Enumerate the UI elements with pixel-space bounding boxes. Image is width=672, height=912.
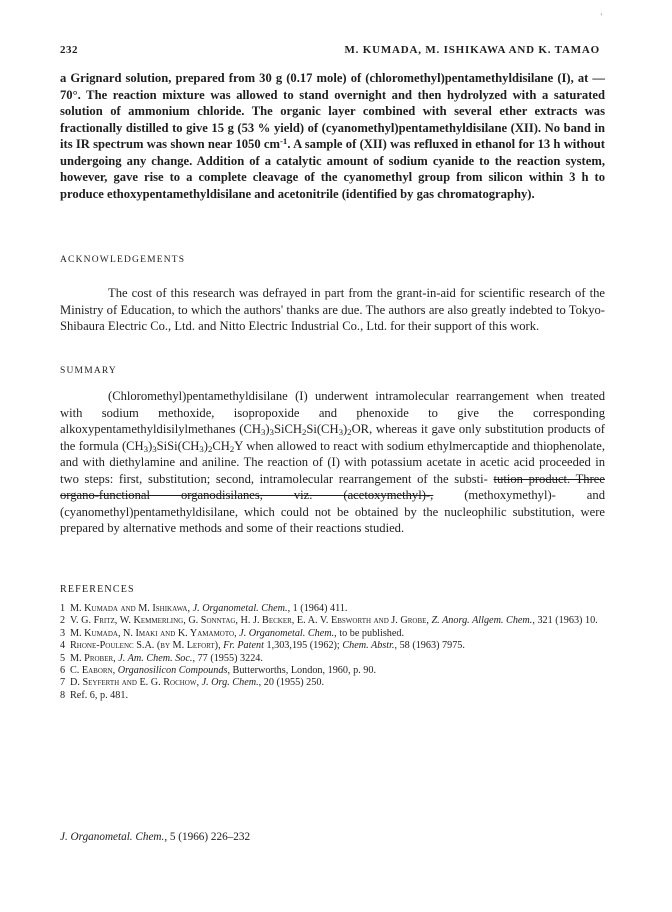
intro-paragraph: a Grignard solution, prepared from 30 g (0.17 mole) of (chloromethyl)pentamethyldisilane (I), at —70°. The reaction mixture was allowed to stand overnight and then hydrolyzed with a saturated solution of ammonium chloride. The organic layer combined with several ether extracts was fractionally distilled to give 15 g (53 % yield) of (cyanomethyl)pentamethyldisilane (XII). No band in its IR spectrum was shown near 1050 $cm^{-1}$. A sample of (XII) was refluxed in ethanol for 13 h without undergoing any change. Addition of a catalytic amount of sodium cyanide to the reaction system, however, gave rise to a complete cleavage of the cyanomethyl group from silicon within 3 h to produce ethoxypentamethyldisilane and acetonitrile (identified by gas chromatography).: [60, 71, 606, 201]
struck-text: tution product. Three organo-functional organodisilanes, viz. (acetoxymethyl)-,: [60, 471, 605, 502]
references-heading: REFERENCES: [60, 584, 135, 595]
references-section: [60, 584, 605, 595]
reference-item: 5 M. Prober, J. Am. Chem. Soc., 77 (1955) 3224.: [60, 652, 263, 664]
journal-footer: J. Organometal. Chem., 5 (1966) 226–232: [60, 831, 251, 843]
reference-item: 2 V. G. Fritz, W. Kemmerling, G. Sonntag, H. J. Becker, E. A. V. Ebsworth and J. Grobe, Z. Anorg. Allgem. Chem., 321 (1963) 10.: [60, 615, 598, 627]
acknowledgements-section: [60, 255, 605, 265]
intro-section: [60, 70, 605, 202]
summary-paragraph: (Chloromethyl)pentamethyldisilane (I) underwent intramolecular rearrangement when treated with sodium methoxide, isopropoxide and phenoxide to give the corresponding alkoxypentamethyldisilylmethanes $(CH_3)_3SiCH_2Si(CH_3)_2OR$, whereas it gave only substitution products of the formula $(CH_3)_3SiSi(CH_3)_2CH_2Y$ when allowed to react with sodium ethylmercaptide and thiophenolate, and with diethylamine and aniline. The reaction of (I) with potassium acetate in acetic acid proceeded in two steps: first, substitution; second, intramolecular rearrangement of the substi- tution product. Three organo-functional organodisilanes, viz. (acetoxymethyl)-, (methoxymethyl)- and (cyanomethyl)pentamethyldisilane, which could not be obtained by the nucleophilic substitution, were prepared by alternative methods and some of their reactions studied.: [60, 389, 605, 535]
reference-item: 8 Ref. 6, p. 481.: [60, 689, 129, 701]
running-head-authors: M. KUMADA, M. ISHIKAWA AND K. TAMAO: [344, 44, 600, 56]
acknowledgements-heading: ACKNOWLEDGEMENTS: [60, 255, 186, 265]
reference-item: 6 C. Eaborn, Organosilicon Compounds, Butterworths, London, 1960, p. 90.: [60, 665, 376, 677]
corner-mark: ': [600, 12, 602, 21]
page-number: 232: [60, 44, 78, 56]
reference-item: 3 M. Kumada, N. Imaki and K. Yamamoto, J. Organometal. Chem., to be published.: [60, 627, 405, 639]
acknowledgements-paragraph: The cost of this research was defrayed in part from the grant-in-aid for scientific research of the Ministry of Education, to which the authors' thanks are due. The authors are also greatly indebted to Tokyo-Shibaura Electric Co., Ltd. and Nitto Electric Industrial Co., Ltd. for their support of this work.: [60, 286, 605, 333]
reference-item: 4 Rhone-Poulenc S.A. (by M. Lefort), Fr. Patent 1,303,195 (1962); Chem. Abstr., 58 (1963) 7975.: [60, 640, 465, 652]
reference-item: 7 D. Seyferth and E. G. Rochow, J. Org. Chem., 20 (1955) 250.: [60, 677, 324, 689]
summary-heading: SUMMARY: [60, 366, 117, 376]
reference-item: 1 M. Kumada and M. Ishikawa, J. Organometal. Chem., 1 (1964) 411.: [60, 603, 348, 614]
summary-section: [60, 366, 605, 376]
references-list: [60, 603, 605, 702]
